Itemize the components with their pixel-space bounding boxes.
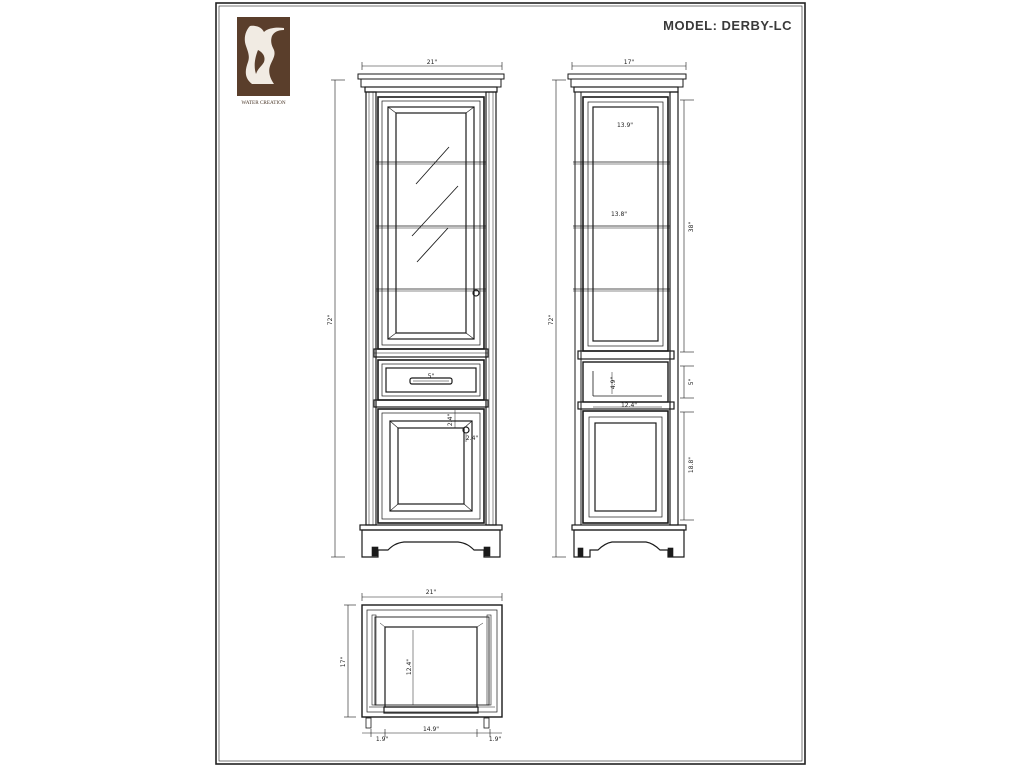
- knob-vertical-dim: 2.4": [447, 413, 454, 427]
- top-left-margin-dim: 1.9": [375, 736, 389, 743]
- shelf-upper-dim: 13.9": [616, 122, 634, 129]
- model-title: MODEL: DERBY-LC: [663, 18, 792, 33]
- shelf-mid-dim: 13.8": [610, 211, 628, 218]
- side-height-dim: 72": [548, 314, 555, 326]
- front-width-dim: 21": [426, 59, 438, 66]
- sheet-border-inner: [219, 6, 802, 761]
- drawer-inner-height-dim: 4.9": [610, 376, 617, 390]
- drawer-pull-dim: 5": [427, 373, 435, 380]
- front-view: [331, 62, 504, 557]
- drawer-height-dim: 5": [688, 378, 695, 386]
- top-view: [344, 593, 502, 737]
- top-width-dim: 21": [425, 589, 437, 596]
- side-view: [552, 62, 694, 557]
- brand-logo: [237, 17, 290, 106]
- upper-height-dim: 38": [688, 221, 695, 233]
- top-depth-dim: 17": [340, 656, 347, 668]
- top-inner-width-dim: 14.9": [422, 726, 440, 733]
- brand-name: WATER CREATION: [241, 100, 286, 106]
- lower-height-dim: 18.8": [688, 456, 695, 474]
- knob-horizontal-dim: 2.4": [465, 435, 479, 442]
- drawer-depth-dim: 12.4": [620, 402, 638, 409]
- top-inner-depth-dim: 12.4": [406, 658, 413, 676]
- front-height-dim: 72": [327, 314, 334, 326]
- side-width-dim: 17": [623, 59, 635, 66]
- top-right-margin-dim: 1.9": [488, 736, 502, 743]
- sheet-border-outer: [216, 3, 805, 764]
